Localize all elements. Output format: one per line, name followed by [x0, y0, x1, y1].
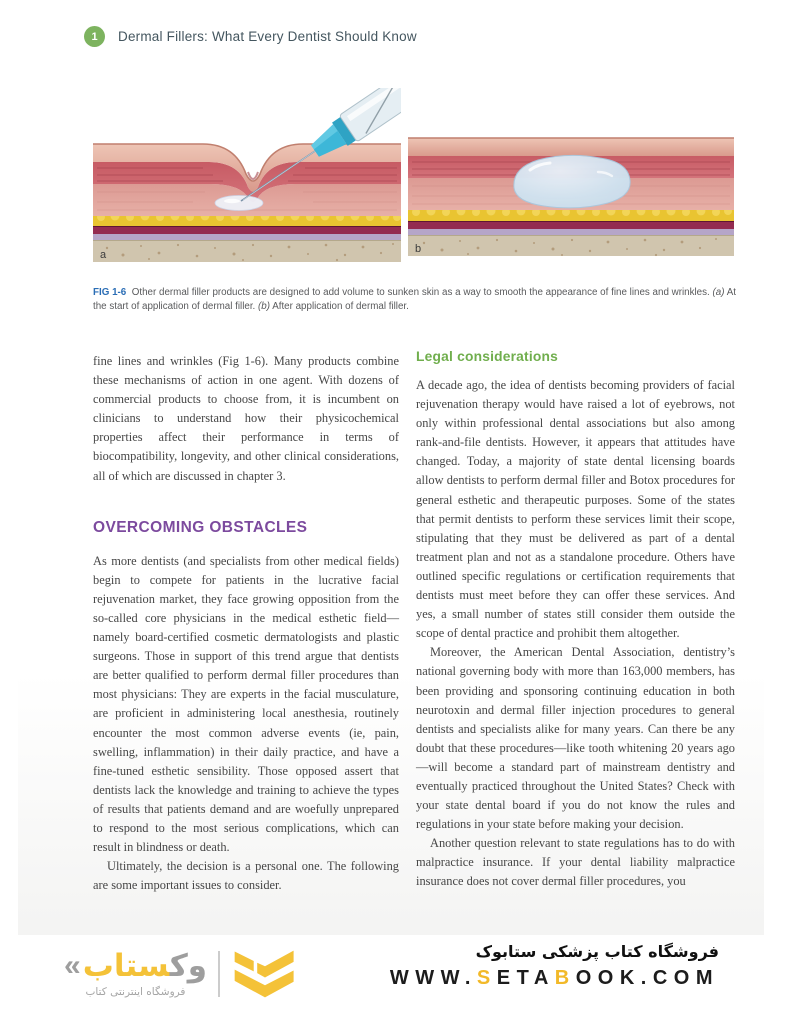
bookstore-footer [0, 940, 789, 1021]
left-paragraph-2: As more dentists (and specialists from other medical fields) begin to compete for patients in the lucrative facial rejuvenation market, they face growing opposition from the so-called core physicians in the medical esthetic field—namely board-certified cosmetic dermatologists and plastic surgeons. Those in support of this trend argue that dentists are better qualified to perform dermal filler procedures than most physicians: They are experts in the facial musculature, are proficient in administering local anesthesia, routinely encounter the most common adverse events (ie, pain, swelling, inflammation) in their daily practice, and have a fine-tuned esthetic sensibility. Those opposed assert that dentists lack the knowledge and training to achieve the types of results that patients demand and are woefully unprepared to respond to the most serious complications, which can result in blindness or death. [93, 553, 399, 855]
logo-subtitle: فروشگاه اینترنتی کتاب [85, 985, 186, 998]
skin-cross-section-with-syringe-illustration [93, 88, 401, 268]
subsection-heading-legal-considerations: Legal considerations [416, 349, 559, 364]
figure-caption [93, 286, 736, 315]
skin-cross-section-with-filler-illustration [408, 88, 734, 268]
panel-b-label: b [415, 243, 422, 255]
store-info [390, 942, 719, 990]
chapter-title: Dermal Fillers: What Every Dentist Should Know [118, 29, 417, 44]
figure-caption-a-text: At the start of application of dermal filler. [93, 286, 736, 313]
website-url[interactable]: WWW.SETABOOK.COM [389, 967, 719, 989]
setabook-wordmark: وکستاب [82, 947, 207, 984]
figure-panel-b [408, 88, 734, 273]
setabook-logo [64, 948, 299, 1000]
guillemet-icon: « [64, 949, 81, 982]
right-paragraph-1: A decade ago, the idea of dentists becoming providers of facial rejuvenation therapy would have raised a lot of eyebrows, not only within professional dental associations but also among rank-and-file dentists. However, it appears that attitudes have changed. Today, a majority of state dental licensing boards allow dentists to perform dermal filler and Botox procedures for general esthetic and therapeutic purposes. Some of the states that permit dentists to perform these services limit their scope, stipulating that they must be delivered as part of a dental treatment plan and not as a standalone procedure. Others have outlined specific regulations or certification requirements that dentists must meet before they can offer these services. And yes, a small number of states still consider them outside the scope of dental practice and prohibit them altogether. [416, 378, 735, 641]
right-column [416, 349, 735, 892]
section-heading-overcoming-obstacles: OVERCOMING OBSTACLES [93, 518, 308, 536]
setabook-wordmark-block [64, 947, 207, 998]
panel-a-label: a [100, 249, 107, 261]
figure-caption-b-text: After application of dermal filler. [272, 301, 409, 313]
book-page [18, 0, 764, 935]
figure-caption-b-tag: (b) [258, 301, 270, 313]
figure-caption-tag: FIG 1-6 [93, 286, 127, 298]
right-paragraph-2: Moreover, the American Dental Association, dentistry’s national governing body with more than 163,000 members, has been providing and sponsoring continuing education in both neurotoxin and dermal filler injection procedures to general dentists and specialists alike for many years. Can there be any doubt that these procedures—like tooth whitening 20 years ago—will become a standard part of mainstream dentistry and eventually practiced throughout the United States? Check with your state dental board if you do not know the rules and regulations in your state before making your decision. [416, 645, 735, 832]
figure-caption-main: Other dermal filler products are designed to add volume to sunken skin as a way to smooth the appearance of fine lines and wrinkles. [131, 286, 710, 298]
left-paragraph-3: Ultimately, the decision is a personal one. The following are some important issues to consider. [93, 859, 399, 893]
left-column [93, 352, 399, 895]
figure-1-6 [93, 88, 734, 273]
chapter-header [84, 26, 417, 47]
setabook-chevron-emblem-icon [231, 948, 299, 1000]
store-title: فروشگاه کتاب پزشکی ستابوک [475, 942, 719, 961]
chapter-number-badge: 1 [84, 26, 105, 47]
left-paragraph-1: fine lines and wrinkles (Fig 1-6). Many products combine these mechanisms of action in one agent. With dozens of commercial products to choose from, it is incumbent on clinicians to understand how their physicochemical properties affect their performance in terms of biocompatibility, longevity, and other clinical considerations, all of which are discussed in chapter 3. [93, 354, 399, 483]
logo-divider [218, 951, 220, 997]
figure-panel-a [93, 88, 401, 273]
figure-caption-a-tag: (a) [712, 286, 725, 298]
right-paragraph-3: Another question relevant to state regulations has to do with malpractice insurance. If your dental liability malpractice insurance does not cover dermal filler procedures, you [416, 836, 735, 889]
